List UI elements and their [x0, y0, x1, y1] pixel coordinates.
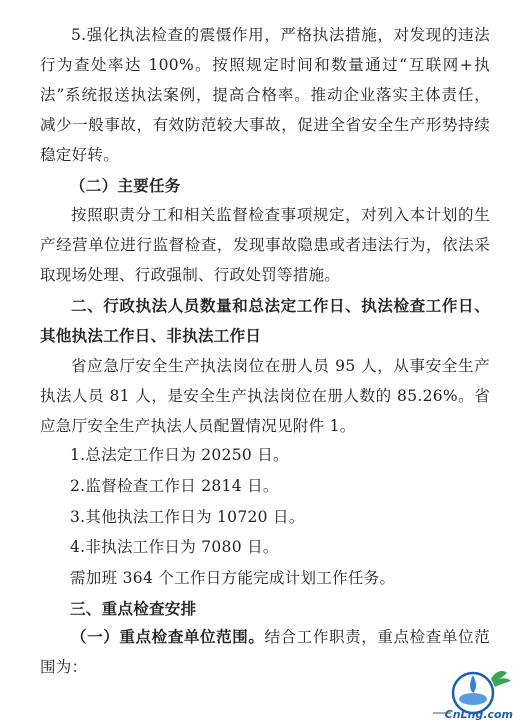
paragraph-staff-count: 省应急厅安全生产执法岗位在册人员 95 人，从事安全生产执法人员 81 人，是安全生产执法岗位在册人数的 85.26%。省应急厅安全生产执法人员配置情况见附件 1。	[40, 357, 490, 435]
key-units-heading: （一）重点检查单位范围。	[71, 628, 265, 646]
paragraph-key-units	[40, 622, 490, 682]
list-item-other-workdays: 3.其他执法工作日为 10720 日。	[70, 508, 305, 526]
paragraph-goal-5: 5.强化执法检查的震慑作用，严格执法措施，对发现的违法行为查处率达 100%。按照规定时间和数量通过“互联网+执法”系统报送执法案例，提高合格率。推动企业落实主体责任，减少一般事故，有效防范较大事故，促进全省安全生产形势持续稳定好转。	[40, 26, 490, 164]
paragraph-main-tasks: 按照职责分工和相关监督检查事项规定，对列入本计划的生产经营单位进行监督检查，发现事故隐患或者违法行为，依法采取现场处理、行政强制、行政处罚等措施。	[40, 206, 490, 284]
paragraph-overtime: 需加班 364 个工作日方能完成计划工作任务。	[70, 569, 396, 587]
heading-section-2: 二、行政执法人员数量和总法定工作日、执法检查工作日、其他执法工作日、非执法工作日	[40, 297, 490, 345]
key-units-text: 结合工作职责，重点检查单位范围为：	[40, 628, 490, 676]
list-item-non-enforcement-workdays: 4.非执法工作日为 7080 日。	[70, 538, 279, 556]
heading-main-tasks: （二）主要任务	[70, 177, 181, 195]
list-item-total-workdays: 1.总法定工作日为 20250 日。	[70, 446, 289, 464]
watermark-text: CnLng.com	[444, 708, 513, 721]
list-item-inspection-workdays: 2.监督检查工作日 2814 日。	[70, 477, 279, 495]
heading-section-3: 三、重点检查安排	[70, 600, 197, 618]
